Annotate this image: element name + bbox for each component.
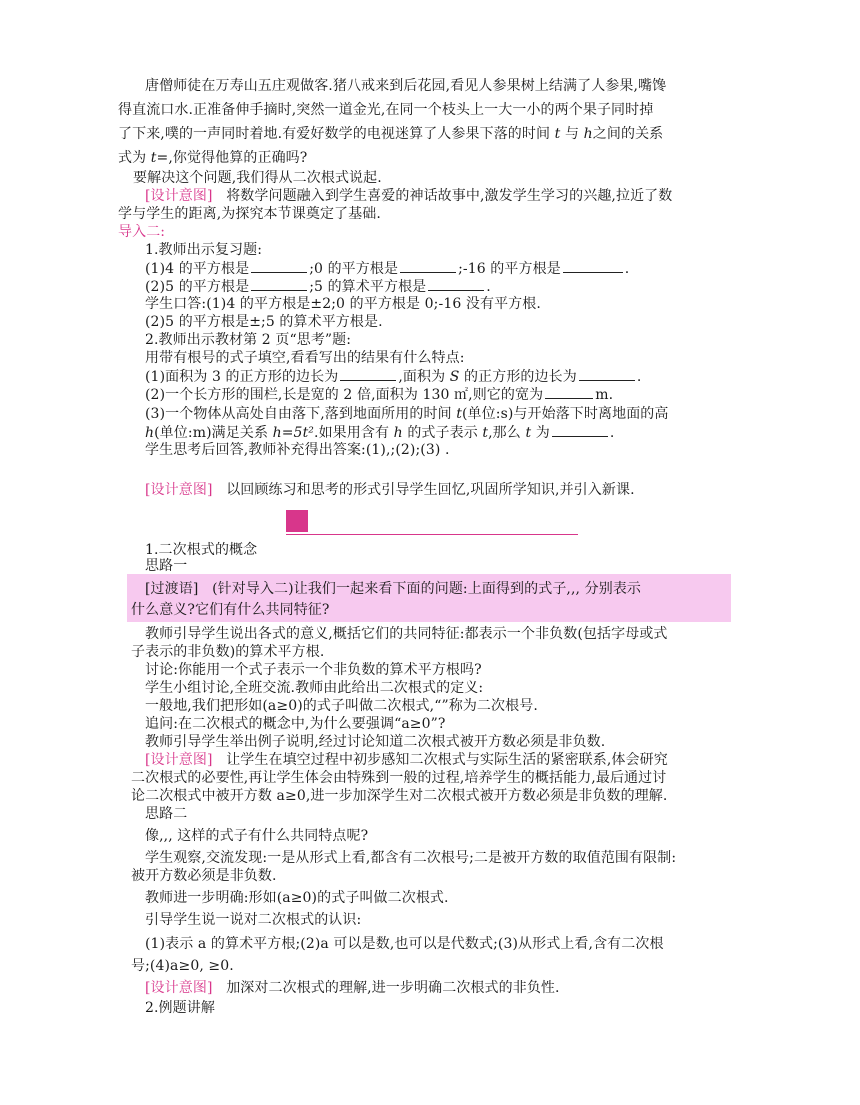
exercise-line: h(单位:m)满足关系 h=5t².如果用含有 h 的式子表示 t,那么 t 为 .	[145, 425, 615, 441]
paragraph-line: 子表示的非负数)的算术平方根.	[131, 644, 325, 660]
paragraph-line: 学生小组讨论,全班交流.教师由此给出二次根式的定义:	[145, 680, 484, 696]
paragraph-line: 教师进一步明确:形如(a≥0)的式子叫做二次根式.	[145, 890, 449, 906]
exercise-line: (1)面积为 3 的正方形的边长为 ,面积为 S 的正方形的边长为 .	[145, 369, 642, 385]
answer-blank	[340, 367, 396, 381]
paragraph-line: 被开方数必须是非负数.	[131, 868, 277, 884]
answer-blank	[579, 367, 635, 381]
design-intent-tag: [设计意图]	[145, 188, 213, 204]
transition-line: [过渡语] (针对导入二)让我们一起来看下面的问题:上面得到的式子,,, 分别表示	[145, 581, 642, 597]
paragraph-line: 学生思考后回答,教师补充得出答案:(1),;(2);(3) .	[145, 442, 450, 458]
section-heading	[286, 508, 578, 532]
paragraph-line: (1)表示 a 的算术平方根;(2)a 可以是数,也可以是代数式;(3)从形式上看,含有二次根	[145, 936, 664, 952]
design-intent-line: [设计意图] 以回顾练习和思考的形式引导学生回忆,巩固所学知识,并引入新课.	[145, 482, 635, 498]
paragraph-line: 二次根式的必要性,再让学生体会由特殊到一般的过程,培养学生的概括能力,最后通过讨	[131, 770, 667, 786]
answer-blank	[428, 277, 484, 291]
design-intent-tag: [设计意图]	[145, 752, 213, 768]
paragraph-line: 1.教师出示复习题:	[145, 242, 263, 258]
definition-line: 一般地,我们把形如(a≥0)的式子叫做二次根式,“”称为二次根号.	[145, 698, 538, 714]
paragraph-line: 像,,, 这样的式子有什么共同特点呢?	[145, 828, 369, 844]
exercise-line: (3)一个物体从高处自由落下,落到地面所用的时间 t(单位:s)与开始落下时离地面的高	[145, 406, 669, 422]
answer-blank	[251, 259, 307, 273]
paragraph-line: 2.教师出示教材第 2 页“思考”题:	[145, 332, 352, 348]
section-number-badge	[286, 510, 308, 532]
approach-label: 思路二	[145, 806, 188, 822]
paragraph-line: 号;(4)a≥0, ≥0.	[131, 958, 234, 974]
paragraph-line: 用带有根号的式子填空,看看写出的结果有什么特点:	[145, 350, 465, 366]
paragraph-line: 得直流口水.正准备伸手摘时,突然一道金光,在同一个枝头上一大一小的两个果子同时掉	[118, 102, 654, 118]
section-underline	[286, 534, 578, 535]
transition-tag: [过渡语]	[145, 581, 199, 597]
exercise-line: (2)一个长方形的围栏,长是宽的 2 倍,面积为 130 ㎡,则它的宽为 m.	[145, 387, 614, 403]
answer-blank	[545, 385, 593, 399]
exercise-line: (1)4 的平方根是 ;0 的平方根是 ;-16 的平方根是 .	[145, 261, 630, 277]
paragraph-line: 引导学生说一说对二次根式的认识:	[145, 912, 362, 928]
paragraph-line: 唐僧师徒在万寿山五庄观做客.猪八戒来到后花园,看见人参果树上结满了人参果,嘴馋	[145, 78, 667, 94]
design-intent-line: [设计意图] 加深对二次根式的理解,进一步明确二次根式的非负性.	[145, 980, 560, 996]
paragraph-line: 了下来,噗的一声同时着地.有爱好数学的电视迷算了人参果下落的时间 t 与 h之间的关系	[118, 126, 664, 142]
design-intent-tag: [设计意图]	[145, 482, 213, 498]
approach-label: 思路一	[145, 558, 188, 574]
paragraph-line: 学与学生的距离,为探究本节课奠定了基础.	[118, 206, 381, 222]
paragraph-line: 追问:在二次根式的概念中,为什么要强调“a≥0”?	[145, 716, 446, 732]
paragraph-line: 学生观察,交流发现:一是从形式上看,都含有二次根号;二是被开方数的取值范围有限制:	[145, 850, 677, 866]
paragraph-line: 教师引导学生举出例子说明,经过讨论知道二次根式被开方数必须是非负数.	[145, 734, 606, 750]
design-intent-line: [设计意图] 将数学问题融入到学生喜爱的神话故事中,激发学生学习的兴趣,拉近了数	[145, 188, 673, 204]
paragraph-line: 讨论:你能用一个式子表示一个非负数的算术平方根吗?	[145, 662, 482, 678]
subsection-label: 导入二:	[118, 224, 166, 240]
paragraph-line: 学生口答:(1)4 的平方根是±2;0 的平方根是 0;-16 没有平方根.	[145, 296, 541, 312]
paragraph-line: 要解决这个问题,我们得从二次根式说起.	[133, 170, 382, 186]
paragraph-line: 式为 t=,你觉得他算的正确吗?	[118, 150, 308, 166]
answer-blank	[400, 259, 456, 273]
transition-line: 什么意义?它们有什么共同特征?	[131, 602, 330, 618]
subsection-title: 2.例题讲解	[145, 1000, 215, 1016]
answer-blank	[563, 259, 623, 273]
paragraph-line: (2)5 的平方根是±;5 的算术平方根是.	[145, 314, 383, 330]
answer-blank	[251, 277, 307, 291]
subsection-title: 1.二次根式的概念	[145, 542, 258, 558]
answer-blank	[552, 423, 608, 437]
design-intent-line: [设计意图] 让学生在填空过程中初步感知二次根式与实际生活的紧密联系,体会研究	[145, 752, 668, 768]
paragraph-line: 论二次根式中被开方数 a≥0,进一步加深学生对二次根式被开方数必须是非负数的理解.	[131, 788, 668, 804]
design-intent-tag: [设计意图]	[145, 980, 213, 996]
exercise-line: (2)5 的平方根是 ;5 的算术平方根是 .	[145, 279, 491, 295]
paragraph-line: 教师引导学生说出各式的意义,概括它们的共同特征:都表示一个非负数(包括字母或式	[145, 626, 668, 642]
